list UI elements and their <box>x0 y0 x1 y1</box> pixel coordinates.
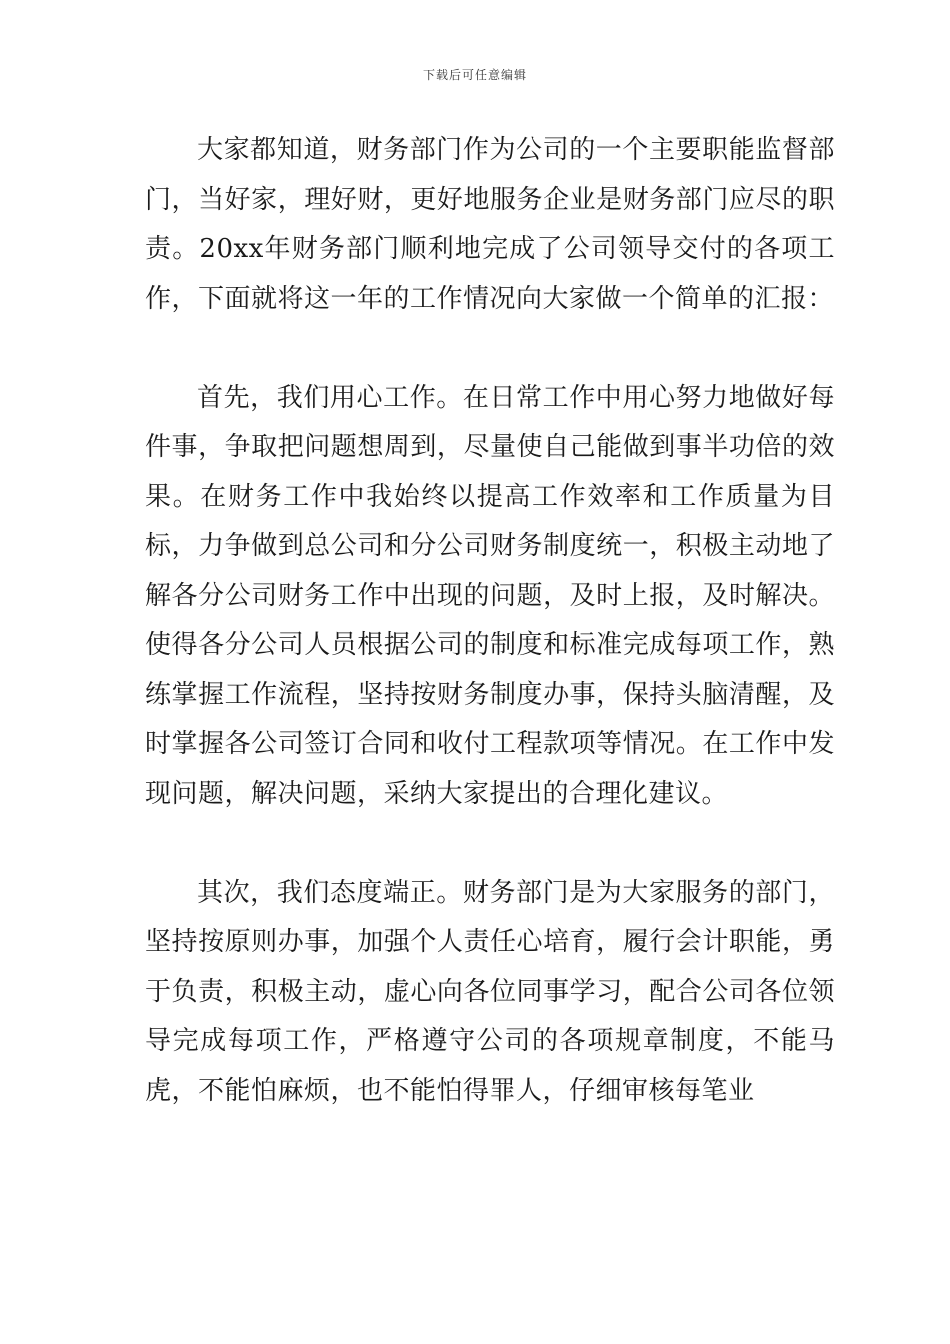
paragraph-first: 首先，我们用心工作。在日常工作中用心努力地做好每件事，争取把问题想周到，尽量使自己能做到事半功倍的效果。在财务工作中我始终以提高工作效率和工作质量为目标，力争做到总公司和分公司财务制度统一，积极主动地了解各分公司财务工作中出现的问题，及时上报，及时解决。使得各分公司人员根据公司的制度和标准完成每项工作，熟练掌握工作流程，坚持按财务制度办事，保持头脑清醒，及时掌握各公司签订合同和收付工程款项等情况。在工作中发现问题，解决问题，采纳大家提出的合理化建议。 <box>145 382 835 809</box>
download-note: 下载后可任意编辑 <box>422 68 527 82</box>
paragraph-intro: 大家都知道，财务部门作为公司的一个主要职能监督部门，当好家，理好财，更好地服务企业是财务部门应尽的职责。20xx年财务部门顺利地完成了公司领导交付的各项工作，下面就将这一年的工作情况向大家做一个简单的汇报： <box>145 135 835 314</box>
paragraph-second: 其次，我们态度端正。财务部门是为大家服务的部门，坚持按原则办事，加强个人责任心培育，履行会计职能，勇于负责，积极主动，虚心向各位同事学习，配合公司各位领导完成每项工作，严格遵守公司的各项规章制度，不能马虎，不能怕麻烦，也不能怕得罪人，仔细审核每笔业 <box>145 877 835 1106</box>
document-body <box>145 126 835 1116</box>
